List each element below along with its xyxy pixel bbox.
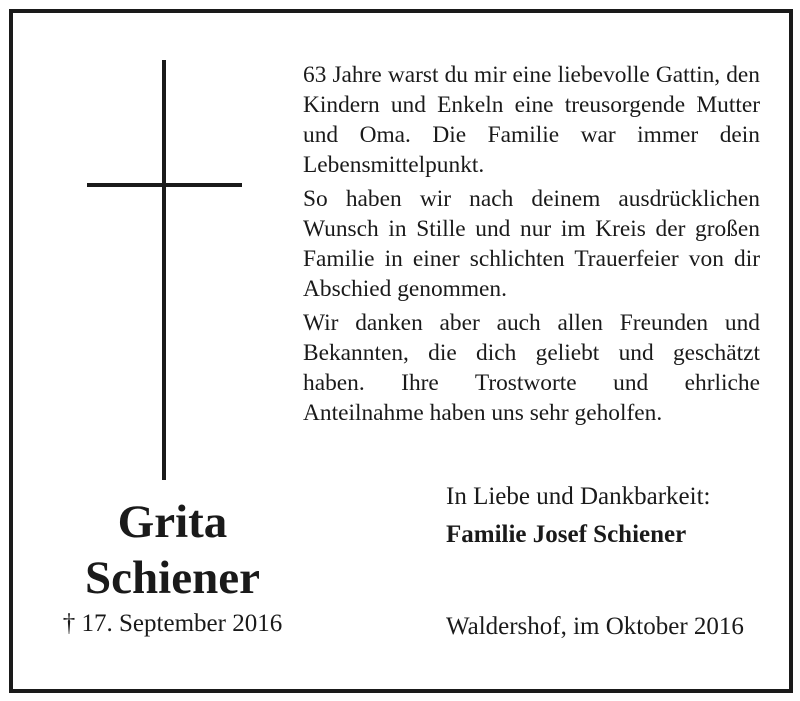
- first-name: Grita: [117, 496, 228, 548]
- cross-icon-vertical-beam: [162, 60, 166, 480]
- cross-icon-horizontal-beam: [87, 183, 242, 187]
- paragraph-3: Wir danken aber auch allen Freunden und Bekannten, die dich geliebt und geschätzt haben. Ihre Trostworte und ehrliche Anteilnahme haben uns sehr geholfen.: [303, 310, 760, 426]
- deceased-name: [30, 494, 315, 606]
- last-name: Schiener: [85, 552, 260, 604]
- obituary-text: [303, 60, 760, 432]
- family-signature: Familie Josef Schiener: [446, 521, 687, 548]
- closing-line: In Liebe und Dankbarkeit:: [446, 483, 711, 510]
- paragraph-1: 63 Jahre warst du mir eine liebevolle Gattin, den Kindern und Enkeln eine treusorgende Mutter und Oma. Die Familie war immer dein Lebensmittelpunkt.: [303, 62, 760, 178]
- place-date: Waldershof, im Oktober 2016: [446, 613, 744, 640]
- death-date: † 17. September 2016: [62, 610, 283, 637]
- paragraph-2: So haben wir nach deinem ausdrücklichen Wunsch in Stille und nur im Kreis der großen Familie in einer schlichten Trauerfeier von dir Abschied genommen.: [303, 186, 760, 302]
